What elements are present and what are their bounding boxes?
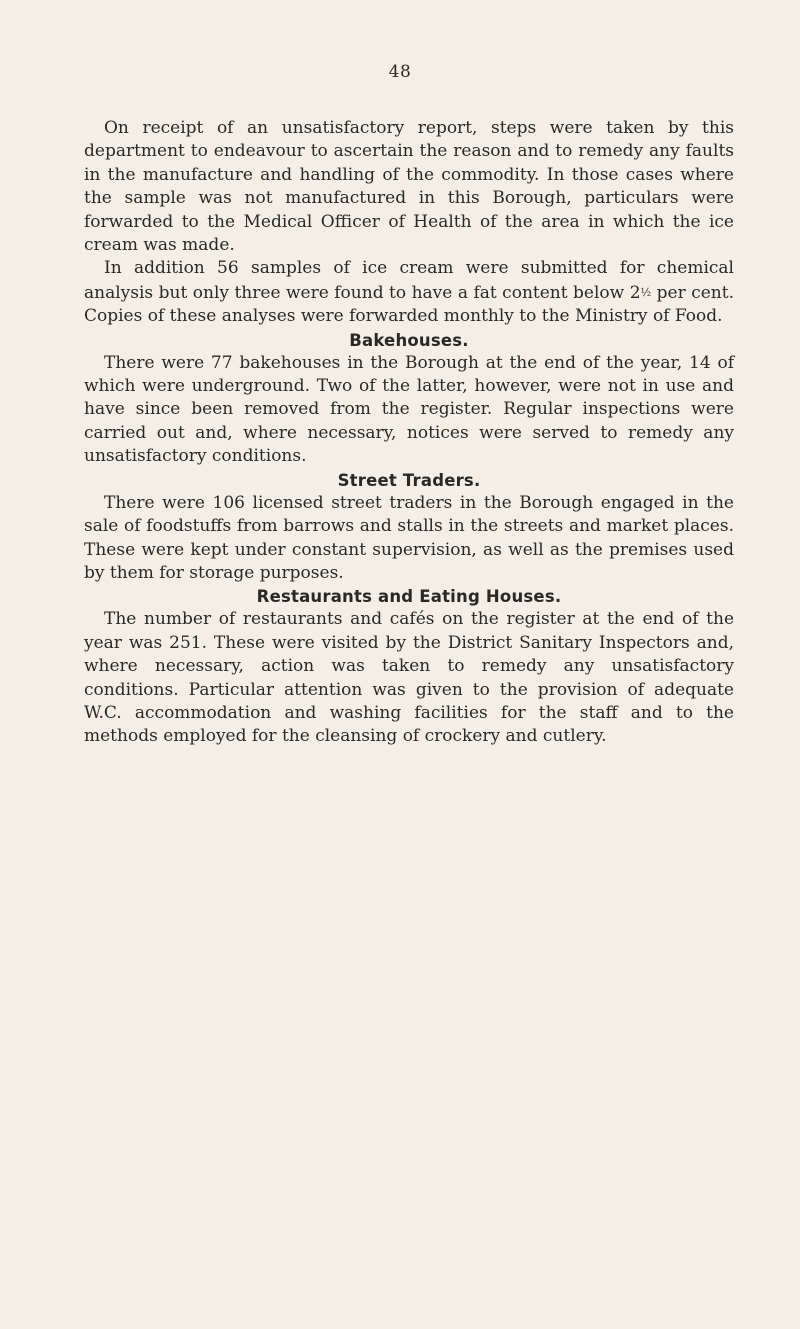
fraction-half: ½	[640, 285, 652, 299]
heading-street-traders: Street Traders.	[337, 470, 481, 490]
paragraph-street-traders: There were 106 licensed street traders in the Borough engaged in the sale of foodstuffs from barrows and stalls in the streets and market places. These were kept under constant supervision, as well as the premises used by them for storage purposes.	[84, 492, 734, 583]
paragraph-unsatisfactory-report: On receipt of an unsatisfactory report, steps were taken by this department to endeavour to ascertain the reason and to remedy any faults in the manufacture and handling of the commodity. In those cases where the sample was not manufactured in this Borough, particulars were forwarded to the Medical Officer of Health of the area in which the ice cream was made.	[84, 118, 734, 256]
ice-cream-text-part1: In addition 56 samples of ice cream were submitted for chemical analysis but only three were found to have a fat content below 2	[84, 258, 734, 303]
page-number: 48	[388, 62, 412, 82]
heading-bakehouses: Bakehouses.	[349, 330, 469, 350]
paragraph-restaurants: The number of restaurants and cafés on the register at the end of the year was 251. These were visited by the District Sanitary Inspectors and, where necessary, action was taken to remedy any unsatisfactory conditions. Particular attention was given to the provision of adequate W.C. accommodation and washing facilities for the staff and to the methods employed for the cleansing of crockery and cutlery.	[84, 609, 734, 747]
paragraph-bakehouses: There were 77 bakehouses in the Borough at the end of the year, 14 of which were underground. Two of the latter, however, were not in use and have since been removed from the register. Regular inspections were carried out and, where necessary, notices were served to remedy any unsatisfactory conditions.	[84, 352, 734, 467]
body-text	[84, 117, 734, 749]
ice-cream-text-part2: per cent. Copies of these analyses were forwarded monthly to the Ministry of Food.	[84, 282, 734, 327]
paragraph-ice-cream-analysis	[84, 257, 734, 328]
heading-restaurants: Restaurants and Eating Houses.	[256, 587, 562, 607]
